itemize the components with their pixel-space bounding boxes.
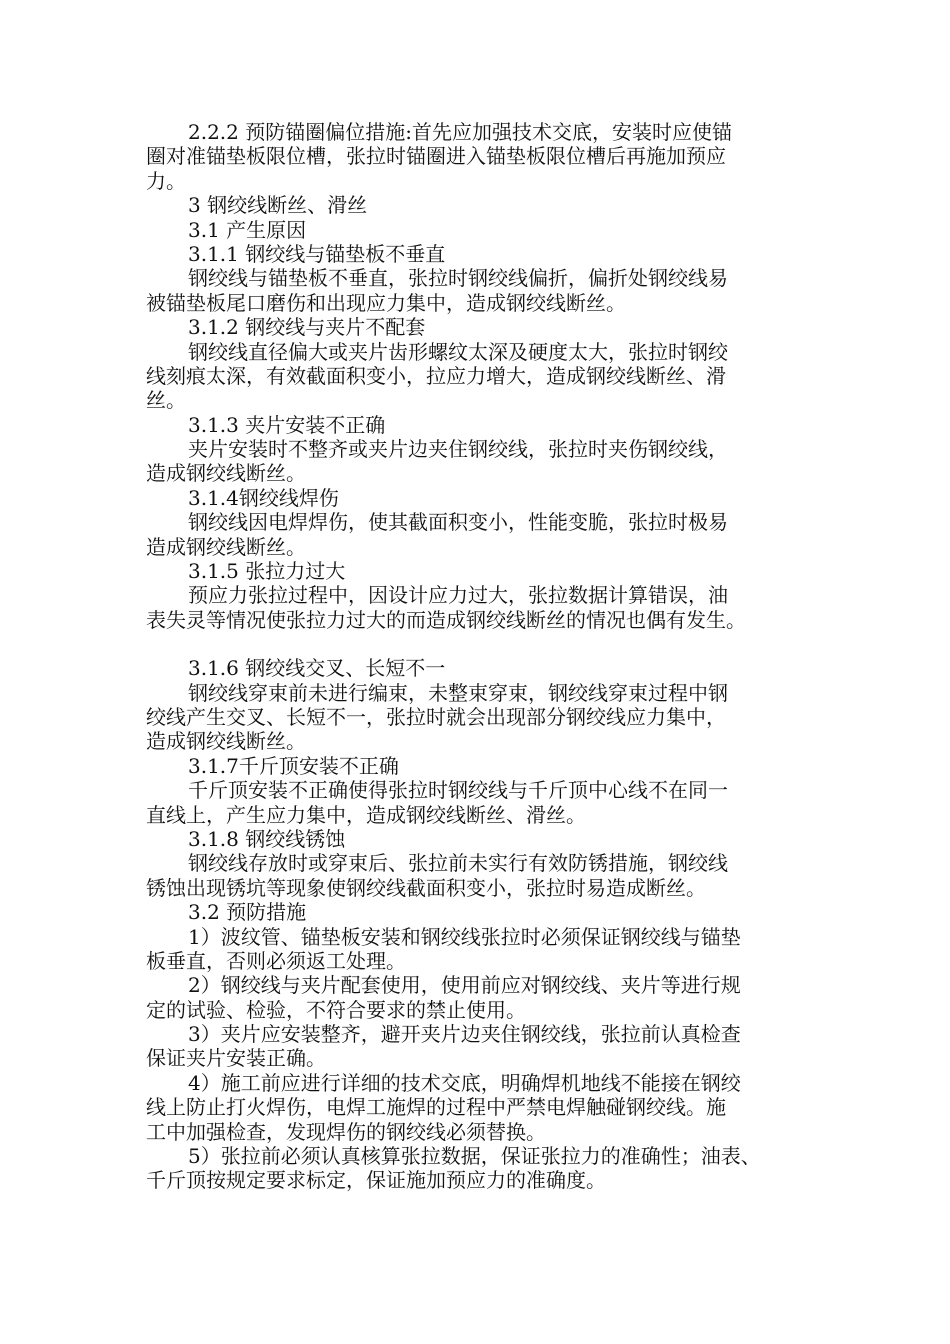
subsection-heading: 3.1 产生原因: [188, 217, 307, 242]
list-item-line: 3）夹片应安装整齐，避开夹片边夹住钢绞线，张拉前认真检查: [188, 1022, 741, 1047]
text-line: 线上防止打火焊伤，电焊工施焊的过程中严禁电焊触碰钢绞线。施: [146, 1095, 726, 1120]
subsection-heading: 3.2 预防措施: [188, 900, 307, 925]
text-line: 千斤顶按规定要求标定，保证施加预应力的准确度。: [146, 1168, 606, 1193]
text-line: 夹片安装时不整齐或夹片边夹住钢绞线，张拉时夹伤钢绞线，: [188, 437, 728, 462]
text-line: 力。: [146, 168, 186, 193]
text-line: 锈蚀出现锈坑等现象使钢绞线截面积变小，张拉时易造成断丝。: [146, 875, 706, 900]
text-line: 绞线产生交叉、长短不一，张拉时就会出现部分钢绞线应力集中，: [146, 704, 726, 729]
text-line: 钢绞线穿束前未进行编束，未整束穿束，钢绞线穿束过程中钢: [188, 680, 728, 705]
text-line: 直线上，产生应力集中，造成钢绞线断丝、滑丝。: [146, 802, 586, 827]
text-line: 定的试验、检验，不符合要求的禁止使用。: [146, 997, 526, 1022]
subsection-heading: 3.1.2 钢绞线与夹片不配套: [188, 315, 426, 340]
text-line: 板垂直，否则必须返工处理。: [146, 948, 406, 973]
subsection-heading: 3.1.8 钢绞线锈蚀: [188, 826, 346, 851]
text-line: 预应力张拉过程中，因设计应力过大，张拉数据计算错误，油: [188, 583, 728, 608]
subsection-heading: 3.1.3 夹片安装不正确: [188, 412, 386, 437]
text-line: 造成钢绞线断丝。: [146, 461, 306, 486]
text-line: 圈对准锚垫板限位槽，张拉时锚圈进入锚垫板限位槽后再施加预应: [146, 144, 726, 169]
section-heading: 3 钢绞线断丝、滑丝: [188, 193, 368, 218]
text-line: 丝。: [146, 388, 186, 413]
subsection-heading: 3.1.4钢绞线焊伤: [188, 485, 339, 510]
text-line: 造成钢绞线断丝。: [146, 534, 306, 559]
text-line: 保证夹片安装正确。: [146, 1046, 326, 1071]
document-body: [146, 120, 814, 1193]
list-item-line: 2）钢绞线与夹片配套使用，使用前应对钢绞线、夹片等进行规: [188, 973, 741, 998]
list-item-line: 1）波纹管、锚垫板安装和钢绞线张拉时必须保证钢绞线与锚垫: [188, 924, 741, 949]
text-line: 千斤顶安装不正确使得张拉时钢绞线与千斤顶中心线不在同一: [188, 778, 728, 803]
text-line: 钢绞线直径偏大或夹片齿形螺纹太深及硬度太大，张拉时钢绞: [188, 339, 728, 364]
subsection-heading: 3.1.5 张拉力过大: [188, 559, 346, 584]
list-item-line: 5）张拉前必须认真核算张拉数据，保证张拉力的准确性；油表、: [188, 1144, 761, 1169]
text-line: 造成钢绞线断丝。: [146, 729, 306, 754]
text-line: 表失灵等情况使张拉力过大的而造成钢绞线断丝的情况也偶有发生。: [146, 607, 746, 632]
text-line: 钢绞线存放时或穿束后、张拉前未实行有效防锈措施，钢绞线: [188, 851, 728, 876]
subsection-heading: 3.1.7千斤顶安装不正确: [188, 753, 399, 778]
list-item-line: 4）施工前应进行详细的技术交底，明确焊机地线不能接在钢绞: [188, 1070, 741, 1095]
text-line: 工中加强检查，发现焊伤的钢绞线必须替换。: [146, 1119, 546, 1144]
subsection-heading: 3.1.6 钢绞线交叉、长短不一: [188, 656, 446, 681]
text-line: 线刻痕太深，有效截面积变小，拉应力增大，造成钢绞线断丝、滑: [146, 363, 726, 388]
subsection-heading: 3.1.1 钢绞线与锚垫板不垂直: [188, 241, 446, 266]
text-line: 2.2.2 预防锚圈偏位措施:首先应加强技术交底，安装时应使锚: [188, 120, 732, 144]
text-line: 钢绞线与锚垫板不垂直，张拉时钢绞线偏折，偏折处钢绞线易: [188, 266, 728, 291]
text-line: 被锚垫板尾口磨伤和出现应力集中，造成钢绞线断丝。: [146, 290, 626, 315]
blank-line: [146, 632, 814, 656]
text-line: 钢绞线因电焊焊伤，使其截面积变小，性能变脆，张拉时极易: [188, 510, 728, 535]
